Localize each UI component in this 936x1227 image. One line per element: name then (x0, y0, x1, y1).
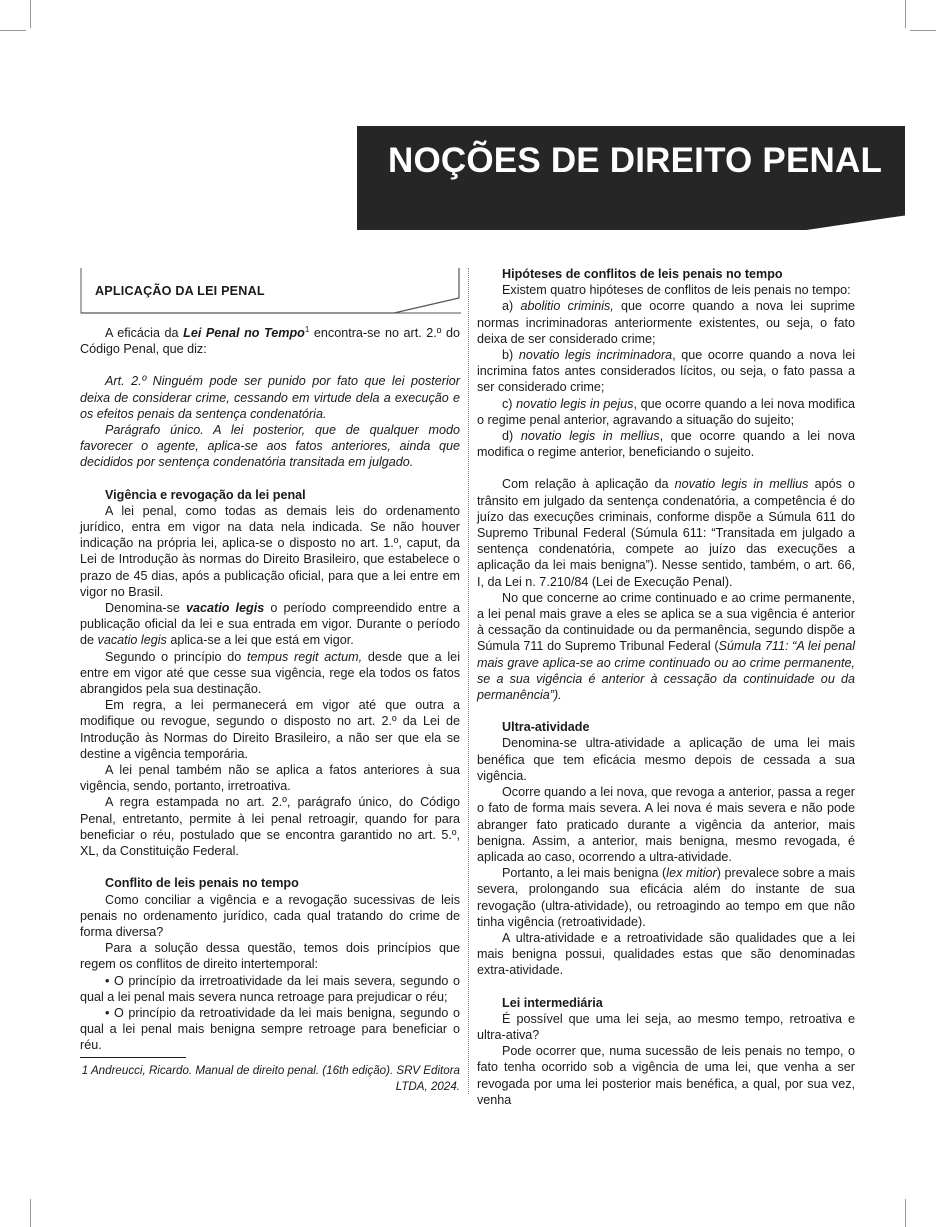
paragraph: A lei penal, como todas as demais leis do ordenamento jurídico, entra em vigor na data nela indicada. Se não houver indicação na própria lei, aplica-se o disposto no art. 1.º, caput, da Lei de Introdução às normas do Direito Brasileiro, que estabelece o prazo de 45 dias, após a publicação oficial, para que a lei entre em vigor no Brasil. (80, 503, 460, 599)
quote-article: Art. 2.º Ninguém pode ser punido por fato que lei posterior deixa de considerar crime, cessando em virtude dela a execução e os efeitos penais da sentença condenatória. (80, 374, 460, 421)
paragraph: Pode ocorrer que, numa sucessão de leis penais no tempo, o fato tenha ocorrido sob a vigência de uma lei, que venha a ser revogada por uma lei posterior mais benéfica, a qual, por sua vez, venha (477, 1044, 855, 1107)
quote-paragrafo: Parágrafo único. A lei posterior, que de qualquer modo favorecer o agente, aplica-se aos fatos anteriores, ainda que decididos por sentença condenatória transitada em julgado. (80, 423, 460, 470)
paragraph: Denomina-se vacatio legis o período compreendido entre a publicação oficial da lei e sua entrada em vigor. Durante o período de vacatio legis aplica-se a lei que está em vigor. (80, 601, 461, 648)
bullet-item: • O princípio da retroatividade da lei mais benigna, segundo o qual a lei penal mais benigna sempre retroage para beneficiar o réu. (80, 1005, 460, 1053)
paragraph: Como conciliar a vigência e a revogação sucessivas de leis penais no ordenamento jurídico, cada qual tratando do crime de forma diversa? (80, 892, 460, 939)
right-column (477, 266, 855, 1108)
chapter-title: NOÇÕES DE DIREITO PENAL (388, 141, 883, 180)
bullet-item: • O princípio da irretroatividade da lei mais severa, segundo o qual a lei penal mais severa nunca retroage para prejudicar o réu; (80, 973, 460, 1004)
footnote-marker[interactable]: 1 (304, 324, 310, 334)
heading-hipoteses: Hipóteses de conflitos de leis penais no tempo (502, 267, 783, 281)
list-item: a) abolitio criminis, que ocorre quando a nova lei suprime normas incriminadoras anteriormente existentes, ou seja, o fato deixa de ser considerado crime; (477, 299, 855, 346)
heading-vigencia: Vigência e revogação da lei penal (105, 487, 306, 502)
crop-mark (910, 30, 936, 31)
crop-mark (0, 30, 26, 31)
list-item: d) novatio legis in mellius, que ocorre quando a lei nova modifica o regime anterior, beneficiando o sujeito. (477, 429, 856, 460)
crop-mark (30, 1199, 31, 1227)
list-item: c) novatio legis in pejus, que ocorre quando a lei nova modifica o regime penal anterior, agravando a situação do sujeito; (477, 396, 855, 427)
paragraph: A ultra-atividade e a retroatividade são qualidades que a lei mais benigna possui, qualidades estas que são denominadas extra-atividade. (477, 930, 855, 978)
paragraph: Segundo o princípio do tempus regit actum, desde que a lei entre em vigor até que cesse sua vigência, rege ela todos os fatos abrangidos pela sua destinação. (80, 649, 460, 697)
list-item: b) novatio legis incriminadora, que ocorre quando a nova lei incrimina fatos antes considerados lícitos, ou seja, o fato passa a ser considerado crime; (477, 348, 856, 395)
left-column (80, 325, 460, 1054)
paragraph: Portanto, a lei mais benigna (lex mitior) prevalece sobre a mais severa, prolongando sua eficácia além do instante de sua revogação (ultra-atividade), ou retroagindo ao tempo em que não tinha vigência (retroatividade). (477, 866, 855, 929)
paragraph: Existem quatro hipóteses de conflitos de leis penais no tempo: (502, 283, 851, 298)
crop-mark (905, 0, 906, 28)
paragraph: Em regra, a lei permanecerá em vigor até que outra a modifique ou revogue, segundo o disposto no art. 2.º da Lei de Introdução às Normas do Direito Brasileiro, a não ser que ela se destine a vigência temporária. (80, 698, 460, 761)
paragraph: É possível que uma lei seja, ao mesmo tempo, retroativa e ultra-ativa? (477, 1011, 855, 1042)
heading-lei-intermediaria: Lei intermediária (502, 995, 603, 1010)
paragraph: Com relação à aplicação da novatio legis in mellius após o trânsito em julgado da sentença condenatória, a competência é do juízo das execuções criminais, conforme dispõe a Súmula 611 do Supremo Tribunal Federal (Súmula 611: “Transitada em julgado a sentença condenatória, compete ao juízo das execuções a aplicação da lei mais benigna”). Nesse sentido, também, o art. 66, I, da Lei n. 7.210/84 (Lei de Execução Penal). (477, 477, 856, 589)
paragraph: Denomina-se ultra-atividade a aplicação de uma lei mais benéfica que tem eficácia mesmo depois de cessada a sua vigência. (477, 736, 855, 783)
heading-conflito: Conflito de leis penais no tempo (105, 876, 299, 891)
paragraph: Para a solução dessa questão, temos dois princípios que regem os conflitos de direito intertemporal: (80, 941, 460, 972)
paragraph: A regra estampada no art. 2.º, parágrafo único, do Código Penal, entretanto, permite à lei penal retroagir, quando for para beneficiar o réu, postulado que se encontra garantido no art. 5.º, XL, da Constituição Federal. (80, 795, 460, 859)
heading-ultra-atividade: Ultra-atividade (502, 720, 590, 735)
paragraph: A lei penal também não se aplica a fatos anteriores à sua vigência, sendo, portanto, irretroativa. (80, 763, 460, 794)
footnote: 1 Andreucci, Ricardo. Manual de direito penal. (16th edição). SRV Editora LTDA, 2024. (81, 1064, 460, 1093)
crop-mark (905, 1199, 906, 1227)
column-divider (468, 268, 469, 1094)
paragraph: No que concerne ao crime continuado e ao crime permanente, a lei penal mais grave a eles se aplica se a sua vigência é anterior à cessação da continuidade ou da permanência, segundo dispõe a Súmula 711 do Supremo Tribunal Federal (Súmula 711: “A lei penal mais grave aplica-se ao crime continuado ou ao crime permanente, se a sua vigência é anterior à cessação da continuidade ou da permanência”). (477, 590, 855, 703)
paragraph: Ocorre quando a lei nova, que revoga a anterior, passa a reger o fato de forma mais severa. A lei nova é mais severa e não pode abranger fato praticado durante a vigência da anterior, mais benigna. Assim, a anterior, mais benigna, mesmo revogada, é aplicada ao caso, ocorrendo a ultra-atividade. (477, 785, 855, 864)
crop-mark (30, 0, 31, 28)
intro-paragraph: A eficácia da Lei Penal no Tempo$^1$ encontra-se no art. 2.º do Código Penal, que diz: (80, 324, 460, 357)
section-title: APLICAÇÃO DA LEI PENAL (95, 284, 265, 298)
footnote-rule (80, 1057, 186, 1058)
section-heading-box (80, 268, 460, 314)
